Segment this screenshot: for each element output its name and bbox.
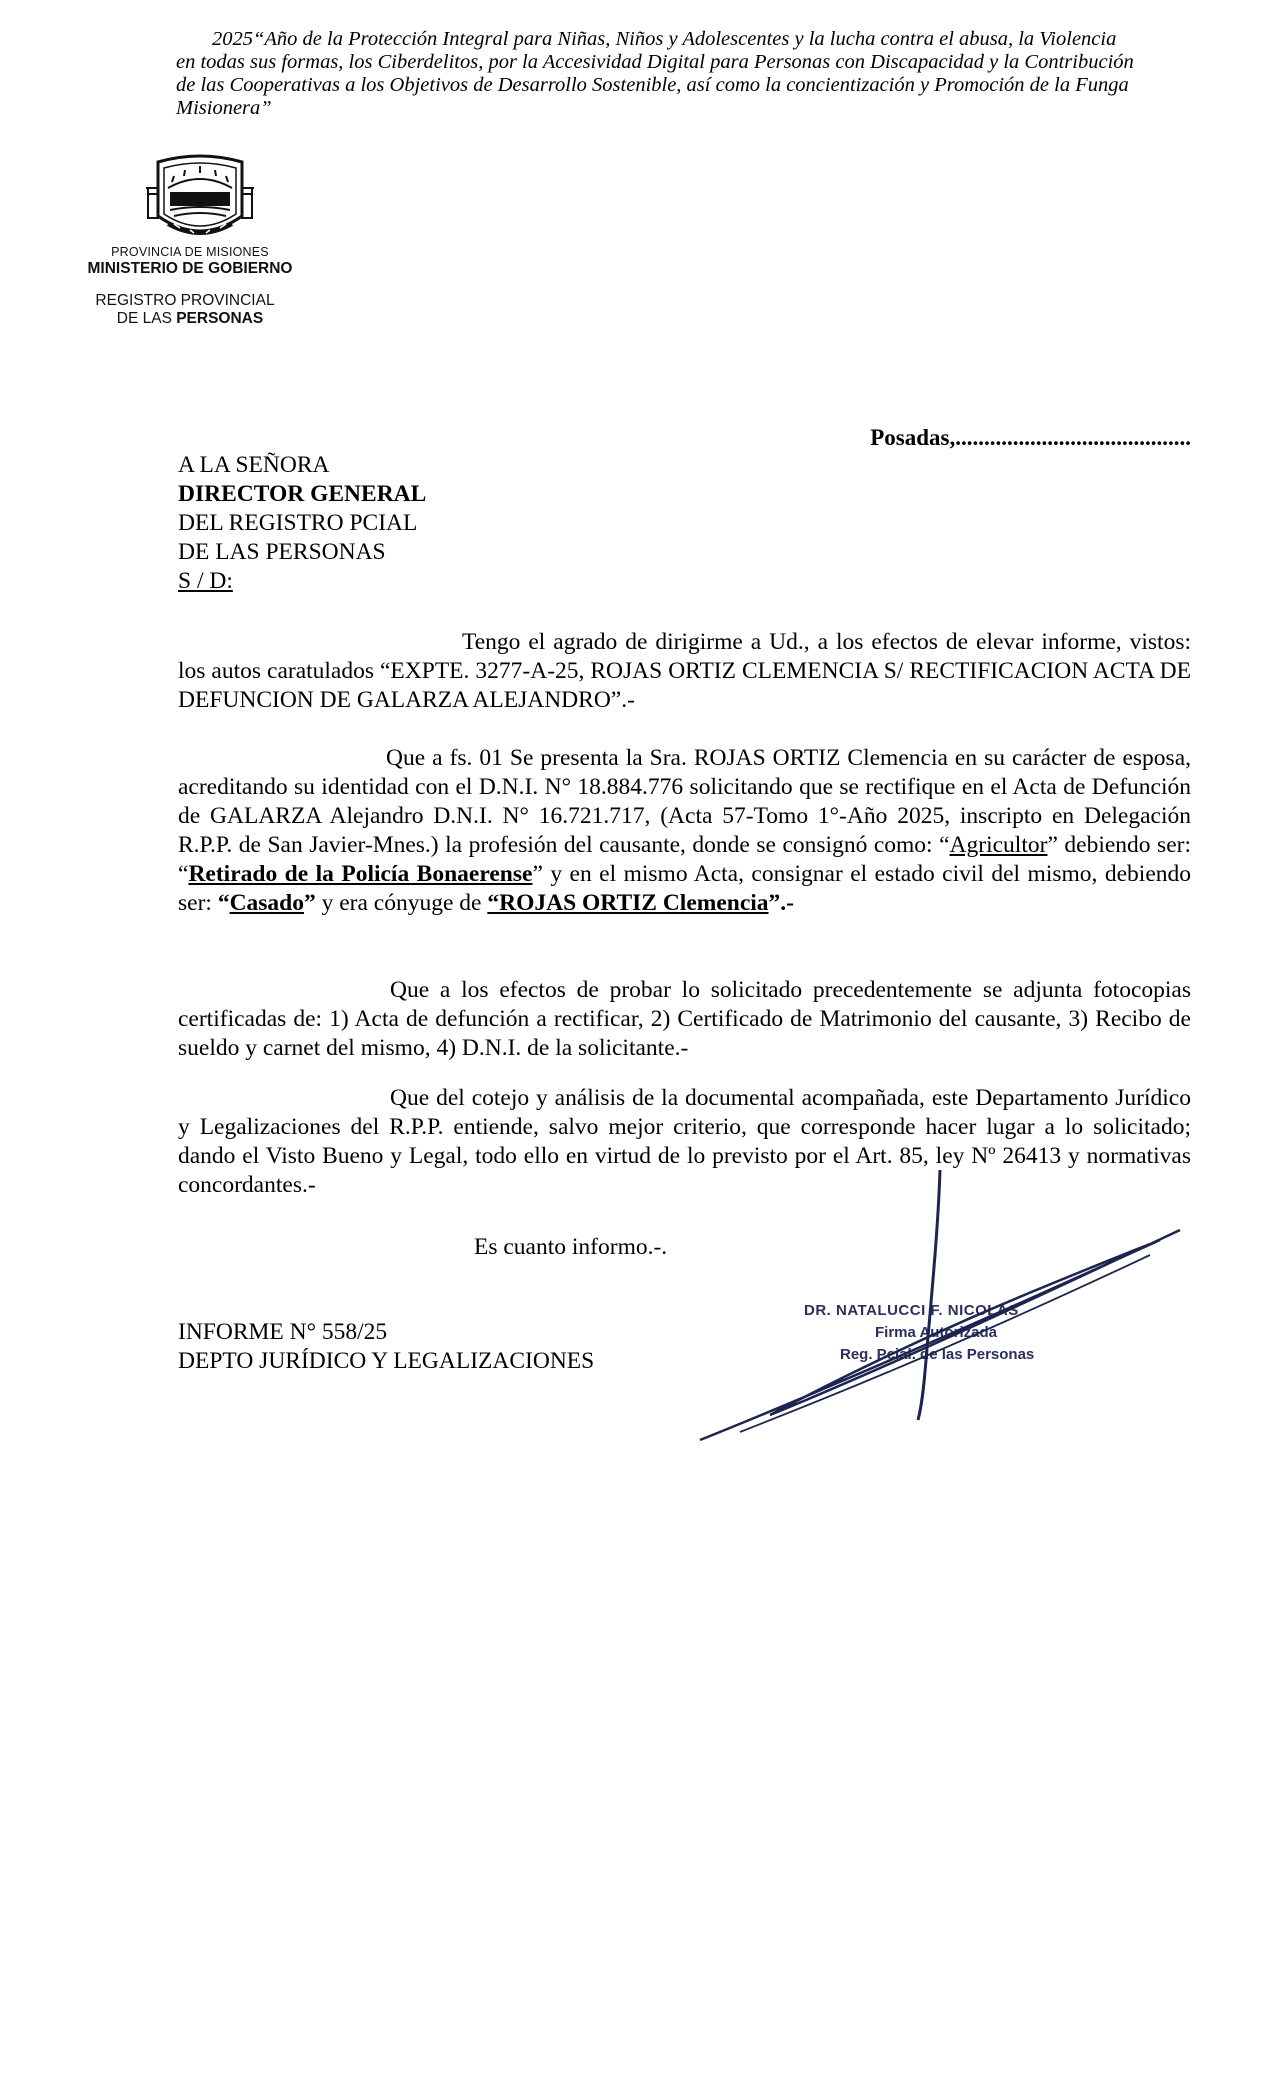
motto-line: en todas sus formas, los Ciberdelitos, por la Accesividad Digital para Personas con Discapacidad y la Contribución xyxy=(176,51,1134,73)
organization-block xyxy=(70,245,310,328)
addressee-line: DEL REGISTRO PCIAL xyxy=(178,510,418,536)
addressee-line: DE LAS PERSONAS xyxy=(178,539,386,565)
quote-open: “ xyxy=(217,890,230,916)
registry-name-line2 xyxy=(70,310,310,328)
closing-line: Es cuanto informo.-. xyxy=(474,1234,668,1260)
paragraph-evidence-text: Que a los efectos de probar lo solicitado precedentemente se adjunta fotocopias certificadas de: 1) Acta de defunción a rectificar, 2) Certificado de Matrimonio del causante, 3) Recibo de sueldo y carnet del mismo, 4) D.N.I. de la solicitante.- xyxy=(178,977,1191,1061)
profession-corrected: Retirado de la Policía Bonaerense xyxy=(188,861,533,887)
report-department: DEPTO JURÍDICO Y LEGALIZACIONES xyxy=(178,1348,595,1374)
stamp-name: DR. NATALUCCI F. NICOLAS xyxy=(804,1302,1019,1319)
paragraph-intro xyxy=(178,628,1191,715)
request-text: ” y en el mismo Acta, consignar el estado civil del mismo, debiendo ser: xyxy=(178,861,1191,916)
motto-line: Misionera” xyxy=(176,97,272,119)
spouse-name: “ROJAS ORTIZ Clemencia xyxy=(487,890,769,916)
registry-line2-bold: PERSONAS xyxy=(176,310,264,327)
registry-line2-prefix: DE LAS xyxy=(116,310,172,327)
report-number: INFORME N° 558/25 xyxy=(178,1319,388,1345)
profession-current: Agricultor xyxy=(949,832,1048,858)
province-name: PROVINCIA DE MISIONES xyxy=(111,245,269,259)
place-date: Posadas,......................................... xyxy=(870,425,1191,450)
ministry-name: MINISTERIO DE GOBIERNO xyxy=(87,260,293,277)
province-seal-icon xyxy=(144,154,256,244)
salutation-sd: S / D: xyxy=(178,568,233,594)
motto-line: de las Cooperativas a los Objetivos de Desarrollo Sostenible, así como la concientización y Promoción de la Funga xyxy=(176,74,1129,96)
request-text: Que a fs. 01 Se presenta la Sra. ROJAS ORTIZ Clemencia en su carácter de esposa, acreditando su identidad con el D.N.I. N° 18.884.776 solicitando que se rectifique en el Acta de Defunción de GALARZA Alejandro D.N.I. N° 16.721.717, (Acta 57-Tomo 1°-Año 2025, inscripto en Delegación R.P.P. de San Javier-Mnes.) la profesión del causante, donde se consignó como: “ xyxy=(178,745,1191,858)
handwritten-signature xyxy=(680,1170,1200,1450)
addressee-block xyxy=(178,451,468,596)
paragraph-evidence xyxy=(178,976,1191,1063)
request-text: y era cónyuge de xyxy=(315,890,488,916)
header-motto xyxy=(176,28,1176,120)
addressee-line: A LA SEÑORA xyxy=(178,452,330,478)
paragraph-opinion-text: Que del cotejo y análisis de la documental acompañada, este Departamento Jurídico y Legalizaciones del R.P.P. entiende, salvo mejor criterio, que corresponde hacer lugar a lo solicitado; dando el Visto Bueno y Legal, todo ello en virtud de lo previsto por el Art. 85, ley Nº 26413 y normativas concordantes.- xyxy=(178,1085,1191,1198)
quote-close: ” xyxy=(304,890,316,916)
report-block xyxy=(178,1318,594,1376)
paragraph-end: ”.- xyxy=(768,890,794,916)
request-text: ” debiendo ser: “ xyxy=(178,832,1191,887)
motto-line: 2025“Año de la Protección Integral para Niñas, Niños y Adolescentes y la lucha contra el abusa, la Violencia xyxy=(212,28,1117,50)
civil-status: Casado xyxy=(229,890,304,916)
addressee-title: DIRECTOR GENERAL xyxy=(178,481,427,507)
paragraph-intro-text: Tengo el agrado de dirigirme a Ud., a los efectos de elevar informe, vistos: los autos caratulados “EXPTE. 3277-A-25, ROJAS ORTIZ CLEMENCIA S/ RECTIFICACION ACTA DE DEFUNCION DE GALARZA ALEJANDRO”.- xyxy=(178,629,1191,713)
stamp-office: Reg. Pcial. de las Personas xyxy=(840,1346,1035,1363)
paragraph-request xyxy=(178,744,1191,918)
registry-name-line1: REGISTRO PROVINCIAL xyxy=(95,292,275,309)
stamp-role: Firma Autorizada xyxy=(875,1324,997,1341)
